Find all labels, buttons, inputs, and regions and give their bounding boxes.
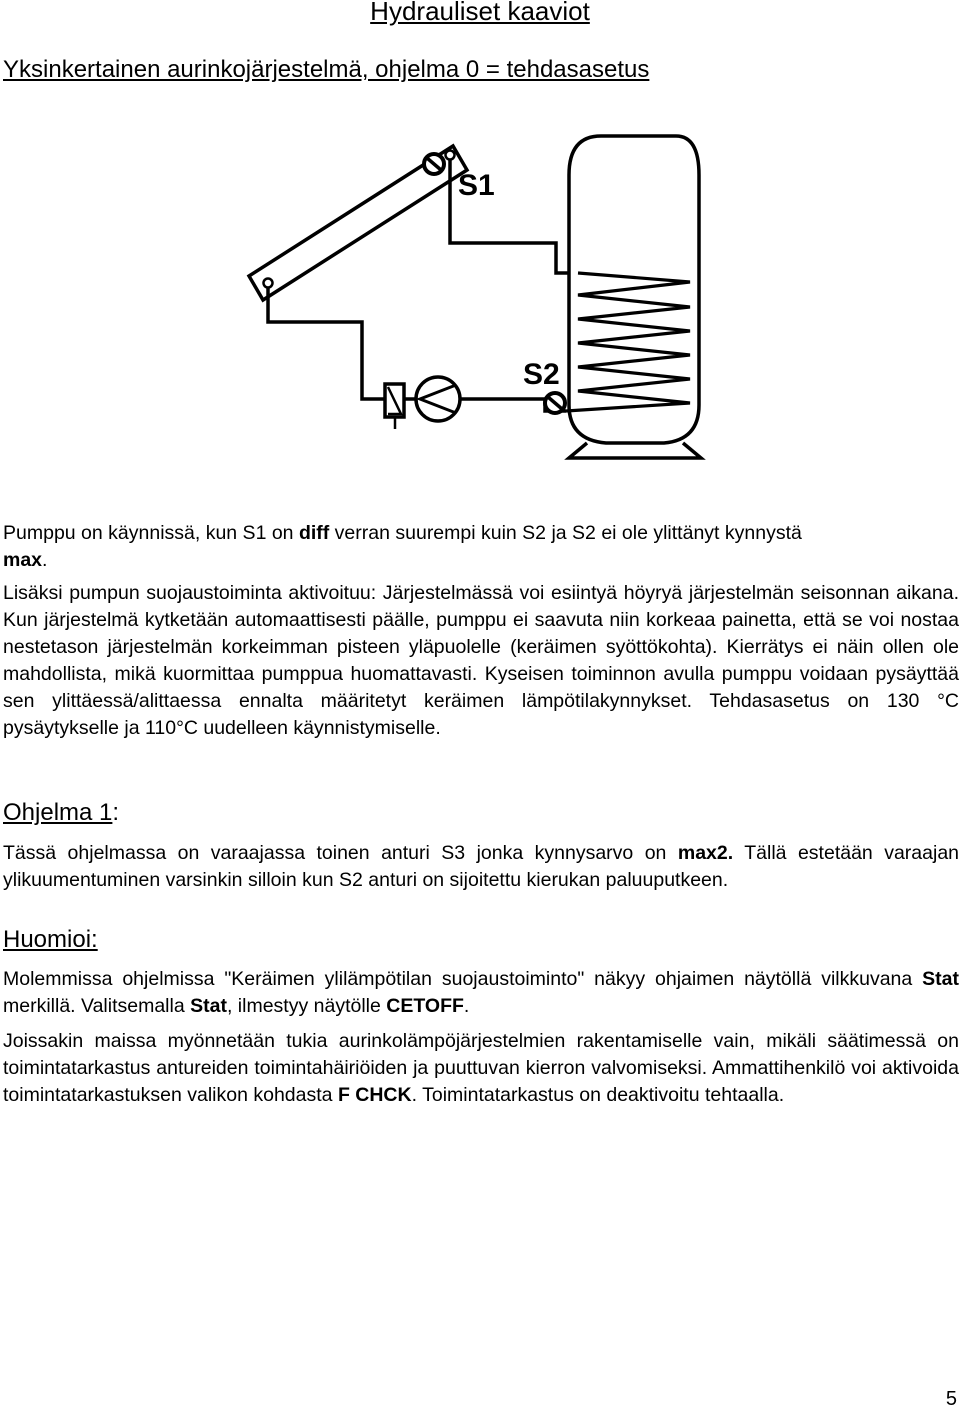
hydraulic-diagram xyxy=(0,0,960,480)
page-title: Hydrauliset kaaviot xyxy=(370,0,590,26)
section-heading-program-1: Ohjelma 1: xyxy=(3,799,120,826)
paragraph-note-function-check: Joissakin maissa myönnetään tukia aurinkolämpöjärjestelmien rakentamiselle vain, mikäli säätimessä on toimintatarkastus antureiden toimintahäiriöiden ja puuttuvan kierron valvomiseksi. Ammattihenkilö voi aktivoida toimintatarkastuksen valikon kohdasta F CHCK. Toimintatarkastus on deaktivoitu tehtaalla. xyxy=(3,1030,959,1106)
sensor-s1-label: S1 xyxy=(458,169,495,202)
page-subtitle: Yksinkertainen aurinkojärjestelmä, ohjelma 0 = tehdasasetus xyxy=(3,56,650,83)
section-heading-note: Huomioi: xyxy=(3,926,98,953)
sensor-s2 xyxy=(545,393,565,413)
paragraph-note-stat: Molemmissa ohjelmissa "Keräimen ylilämpötilan suojaustoiminto" näkyy ohjaimen näytöllä vilkkuvana Stat merkillä. Valitsemalla Stat, ilmestyy näytölle CETOFF. xyxy=(3,968,959,1017)
paragraph-pump-condition: Pumppu on käynnissä, kun S1 on diff verran suurempi kuin S2 ja S2 ei ole ylittänyt kynnystä max. xyxy=(3,522,802,571)
paragraph-protection-function: Lisäksi pumpun suojaustoiminta aktivoituu: Järjestelmässä voi esiintyä höyryä järjestelmän seisonnan aikana. Kun järjestelmä kytketään automaattisesti päälle, pumppu ei saavuta niin korkeaa painetta, että se voi nostaa nestetason järjestelmän korkeimman pisteen yläpuolelle (keräimen syöttökohta). Kierrätys ei näin ollen ole mahdollista, mikä kuormittaa pumppua huomattavasti. Kyseisen toiminnon avulla pumppu voidaan pysäyttää sen ylittäessä/alittaessa ennalta määritetyt keräimen lämpötilakynnykset. Tehdasasetus on 130 °C pysäytykselle ja 110°C uudelleen käynnistymiselle. xyxy=(3,582,959,739)
paragraph-program-1: Tässä ohjelmassa on varaajassa toinen anturi S3 jonka kynnysarvo on max2. Tällä estetään varaajan ylikuumentuminen varsinkin silloin kun S2 anturi on sijoitettu kierukan paluuputkeen. xyxy=(3,842,960,891)
page-number: 5 xyxy=(945,1388,957,1410)
sensor-s2-label: S2 xyxy=(523,358,560,391)
tank-stand xyxy=(569,443,701,458)
